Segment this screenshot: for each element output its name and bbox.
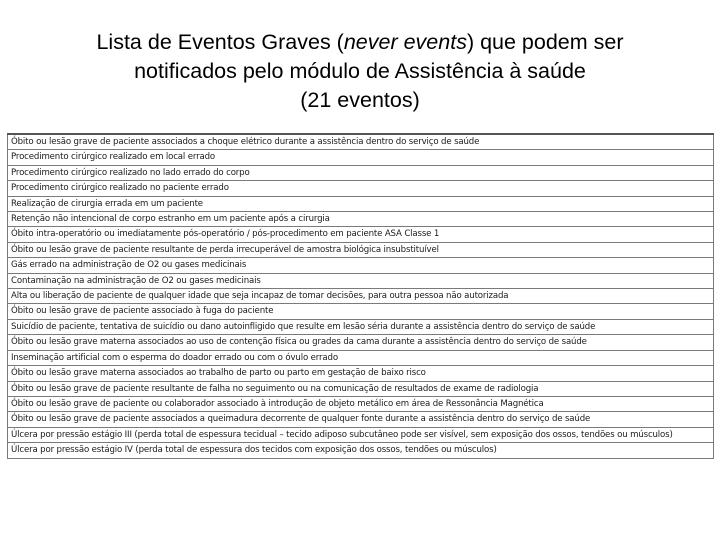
table-row <box>8 443 714 458</box>
title-line-1-end: ) que podem ser <box>466 30 624 54</box>
title-italic-term: never events <box>343 30 467 54</box>
table-row <box>8 150 714 165</box>
title-line-2: notificados pelo módulo de Assistência à saúde <box>134 59 586 83</box>
table-row <box>8 366 714 381</box>
table-row <box>8 350 714 365</box>
title-line-1-start: Lista de Eventos Graves ( <box>96 30 344 54</box>
event-cell: Óbito ou lesão grave de paciente associados a choque elétrico durante a assistência dentro do serviço de saúde <box>8 134 714 150</box>
table-row <box>8 196 714 211</box>
table-row <box>8 181 714 196</box>
table-row <box>8 273 714 288</box>
event-cell: Suicídio de paciente, tentativa de suicídio ou dano autoinfligido que resulte em lesão séria durante a assistência dentro do serviço de saúde <box>8 319 714 334</box>
page-title <box>10 28 710 115</box>
table-row <box>8 396 714 411</box>
table-row <box>8 212 714 227</box>
table-row <box>8 289 714 304</box>
event-cell: Retenção não intencional de corpo estranho em um paciente após a cirurgia <box>8 212 714 227</box>
event-cell: Procedimento cirúrgico realizado no lado errado do corpo <box>8 165 714 180</box>
event-cell: Óbito ou lesão grave de paciente ou colaborador associado à introdução de objeto metálico em área de Ressonância Magnética <box>8 396 714 411</box>
table-row <box>8 427 714 442</box>
table-row <box>8 381 714 396</box>
event-cell: Óbito ou lesão grave materna associados ao trabalho de parto ou parto em gestação de baixo risco <box>8 366 714 381</box>
event-cell: Úlcera por pressão estágio III (perda total de espessura tecidual – tecido adiposo subcutâneo pode ser visível, sem exposição dos ossos, tendões ou músculos) <box>8 427 714 442</box>
event-cell: Realização de cirurgia errada em um paciente <box>8 196 714 211</box>
event-cell: Óbito ou lesão grave de paciente resultante de perda irrecuperável de amostra biológica insubstituível <box>8 242 714 257</box>
table-row <box>8 258 714 273</box>
event-cell: Procedimento cirúrgico realizado em local errado <box>8 150 714 165</box>
event-cell: Inseminação artificial com o esperma do doador errado ou com o óvulo errado <box>8 350 714 365</box>
event-cell: Úlcera por pressão estágio IV (perda total de espessura dos tecidos com exposição dos ossos, tendões ou músculos) <box>8 443 714 458</box>
table-row <box>8 335 714 350</box>
table-row <box>8 227 714 242</box>
event-cell: Contaminação na administração de O2 ou gases medicinais <box>8 273 714 288</box>
event-cell: Óbito ou lesão grave de paciente associado à fuga do paciente <box>8 304 714 319</box>
events-table <box>7 133 714 459</box>
title-line-1 <box>10 28 710 57</box>
event-cell: Gás errado na administração de O2 ou gases medicinais <box>8 258 714 273</box>
event-cell: Alta ou liberação de paciente de qualquer idade que seja incapaz de tomar decisões, para outra pessoa não autorizada <box>8 289 714 304</box>
event-cell: Óbito ou lesão grave de paciente resultante de falha no seguimento ou na comunicação de resultados de exame de radiologia <box>8 381 714 396</box>
table-row <box>8 319 714 334</box>
table-row <box>8 304 714 319</box>
table-row <box>8 134 714 150</box>
event-cell: Óbito intra-operatório ou imediatamente pós-operatório / pós-procedimento em paciente ASA Classe 1 <box>8 227 714 242</box>
event-cell: Óbito ou lesão grave de paciente associados a queimadura decorrente de qualquer fonte durante a assistência dentro do serviço de saúde <box>8 412 714 427</box>
event-cell: Procedimento cirúrgico realizado no paciente errado <box>8 181 714 196</box>
table-row <box>8 165 714 180</box>
table-row <box>8 242 714 257</box>
title-line-3: (21 eventos) <box>300 88 420 112</box>
event-cell: Óbito ou lesão grave materna associados ao uso de contenção física ou grades da cama durante a assistência dentro do serviço de saúde <box>8 335 714 350</box>
table-row <box>8 412 714 427</box>
